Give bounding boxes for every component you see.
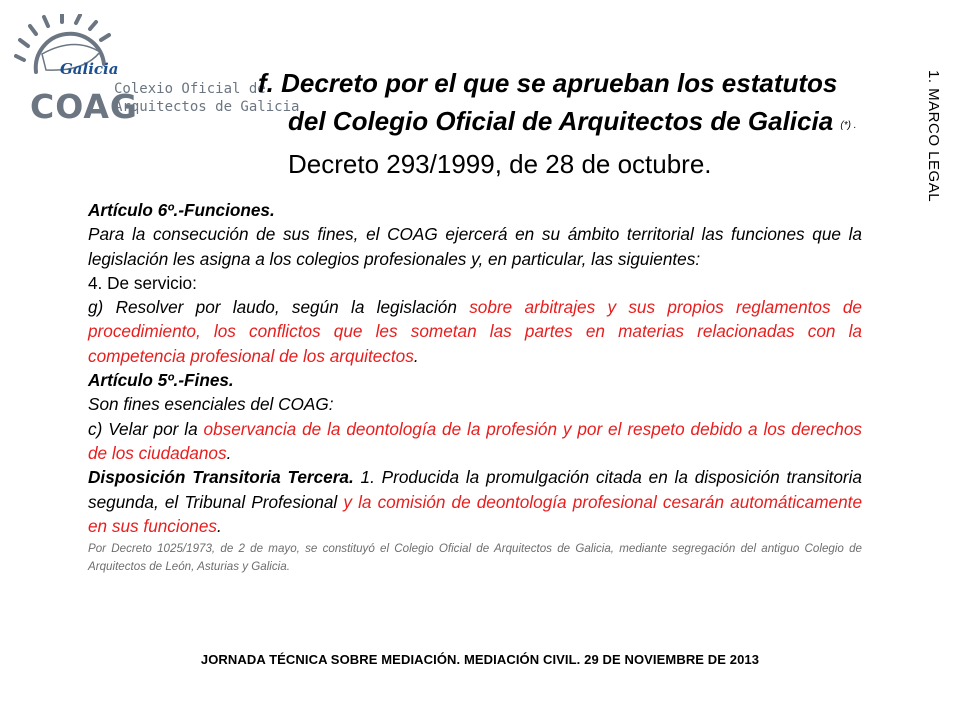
- logo-badge-text: Galicia: [60, 60, 119, 78]
- title-line2-wrap: [258, 102, 898, 145]
- art5-c-plain: c) Velar por la: [88, 418, 204, 439]
- disp-heading: Disposición Transitoria Tercera.: [88, 467, 354, 488]
- disp-paragraph: [88, 465, 862, 538]
- art5-c-highlight: observancia de la deontología de la profesión y por el respeto debido a los derechos de los ciudadanos: [88, 418, 862, 463]
- art6-g-highlight: sobre arbitrajes y sus propios reglamentos de procedimiento, los conflictos que les sometan las partes en materias relacionadas con la competencia profesional de los arquitectos: [88, 297, 862, 366]
- document-body: [88, 198, 862, 576]
- disp-plain: 1. Producida la promulgación citada en la disposición transitoria segunda, el Tribunal Profesional: [88, 467, 862, 512]
- art5-heading: Artículo 5º.-Fines.: [88, 370, 234, 391]
- art6-heading: Artículo 6º.-Funciones.: [88, 200, 275, 220]
- art5-intro: Son fines esenciales del COAG:: [88, 394, 334, 415]
- sun-rays-icon: [14, 14, 124, 94]
- coag-logo: [14, 14, 300, 126]
- art5-c-end: .: [226, 442, 232, 463]
- art6-intro: Para la consecución de sus fines, el COAG ejercerá en su ámbito territorial las funciones que la legislación les asigna a los colegios profesionales y, en particular, las siguientes:: [88, 224, 862, 269]
- section-side-label: 1. MARCO LEGAL: [925, 70, 942, 203]
- art6-g-plain: g) Resolver por laudo, según la legislación: [88, 297, 470, 318]
- title-line3: Decreto 293/1999, de 28 de octubre.: [288, 149, 712, 179]
- disp-end: .: [217, 515, 222, 536]
- title-note-mark: (*) .: [840, 120, 857, 131]
- logo-org-line1: Colexio Oficial de: [114, 81, 266, 97]
- footnote: Por Decreto 1025/1973, de 2 de mayo, se constituyó el Colegio Oficial de Arquitectos de Galicia, mediante segregación del antiguo Colegio de Arquitectos de León, Asturias y Galicia.: [88, 542, 862, 574]
- art6-item: 4. De servicio:: [88, 272, 197, 293]
- art5-c-paragraph: [88, 417, 862, 466]
- logo-org-line2: Arquitectos de Galicia: [114, 99, 300, 115]
- art6-g-paragraph: [88, 295, 862, 368]
- title-line2: del Colegio Oficial de Arquitectos de Galicia: [288, 106, 834, 136]
- title-line1: f. Decreto por el que se aprueban los estatutos: [258, 68, 838, 98]
- page-footer: JORNADA TÉCNICA SOBRE MEDIACIÓN. MEDIACIÓN CIVIL. 29 DE NOVIEMBRE DE 2013: [200, 652, 760, 667]
- art6-g-end: .: [413, 345, 419, 366]
- disp-highlight: y la comisión de deontología profesional cesarán automáticamente en sus funciones: [88, 491, 862, 536]
- page-title: [258, 64, 898, 183]
- logo-acronym: COAG: [30, 87, 139, 126]
